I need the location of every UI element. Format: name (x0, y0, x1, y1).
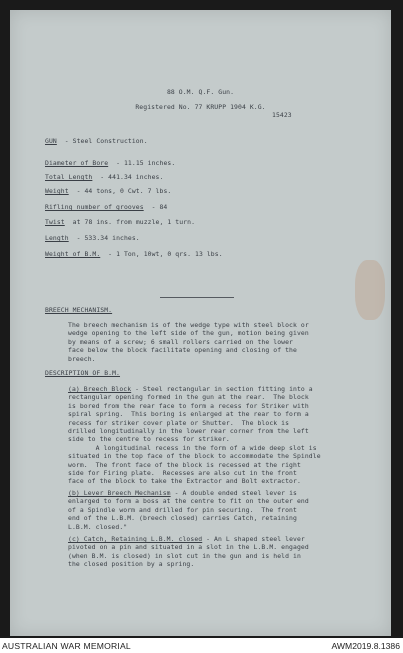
breech-block-paragraph (68, 385, 321, 486)
spec-row (45, 187, 171, 195)
spec-row (45, 203, 167, 211)
spec-label: Length (45, 234, 69, 242)
spec-label: Weight (45, 187, 69, 195)
archive-credit: AUSTRALIAN WAR MEMORIAL (2, 641, 131, 651)
accession-number: AWM2019.8.1386 (331, 641, 400, 651)
spec-label: Diameter of Bore (45, 159, 109, 167)
breech-heading: BREECH MECHANISM. (45, 306, 113, 314)
spec-value: - 1 Ton, 10wt, 0 qrs. 13 lbs. (108, 250, 223, 258)
document-title: 88 O.M. Q.F. Gun. (166, 88, 235, 96)
catch-paragraph (68, 535, 309, 569)
gun-construction: - Steel Construction. (64, 137, 148, 145)
document-page (10, 10, 391, 636)
spec-value: at 78 ins. from muzzle, 1 turn. (72, 218, 196, 226)
breech-block-text: - Steel rectangular in section fitting into a rectangular opening formed in the gun at the rear. The block is bored from the rear face to form a recess for Striker with spiral spring. This boring is enlarged at the rear to form a recess for striker cover plate or Shutter. The block is drilled longitudinally in the lower rear corner from the left side to the centre to recess for striker. A longitudinal recess in the form of a wide deep slot is situated in the top face of the block to accommodate the Spindle worm. The front face of the block is recessed at the right side for Firing plate. Recesses are also cut in the front face of the block to take the Extractor and Bolt extractor. (68, 385, 321, 486)
gun-heading: GUN (45, 137, 57, 145)
spec-row (45, 173, 163, 181)
spec-row (45, 159, 175, 167)
spec-value: - 84 (151, 203, 168, 211)
spec-label: Weight of B.M. (45, 250, 101, 258)
spec-label: Total Length (45, 173, 93, 181)
breech-block-label: (a) Breech Block (68, 385, 132, 393)
breech-paragraph: The breech mechanism is of the wedge type with steel block or wedge opening to the left side of the gun, motion being given by means of a screw; 6 small rollers carried on the lower face below the block facilitate opening and closing of the breech. (68, 321, 309, 363)
description-heading: DESCRIPTION OF B.M. (45, 369, 121, 377)
registration-number: 15423 (272, 111, 292, 119)
spec-value: - 441.34 inches. (100, 173, 164, 181)
gun-heading-line (45, 137, 148, 145)
spec-value: - 44 tons, 0 Cwt. 7 lbs. (76, 187, 172, 195)
credit-bar (0, 639, 403, 653)
spec-row (45, 250, 223, 258)
lever-paragraph (68, 489, 309, 531)
spec-value: - 11.15 inches. (116, 159, 176, 167)
section-divider (160, 297, 234, 298)
registration-line: Registered No. 77 KRUPP 1904 K.G. (135, 103, 266, 111)
spec-value: - 533.34 inches. (76, 234, 140, 242)
spec-label: Twist (45, 218, 65, 226)
spec-row (45, 218, 195, 226)
lever-label: (b) Lever Breech Mechanism (68, 489, 171, 497)
catch-label: (c) Catch, Retaining L.B.M. closed (68, 535, 203, 543)
catch-text: - An L shaped steel lever pivoted on a pin and situated in a slot in the L.B.M. engaged (when B.M. is closed) in slot cut in the gun and is held in the closed position by a spring. (68, 535, 309, 569)
spec-row (45, 234, 140, 242)
spec-label: Rifling number of grooves (45, 203, 144, 211)
lever-text: - A double ended steel lever is enlarged to form a boss at the centre to fit on the outer end of a Spindle worm and drilled for pin securing. The front end of the L.B.M. (breech closed) carries Catch, retaining L.B.M. closed." (68, 489, 309, 531)
document-text (10, 10, 391, 636)
